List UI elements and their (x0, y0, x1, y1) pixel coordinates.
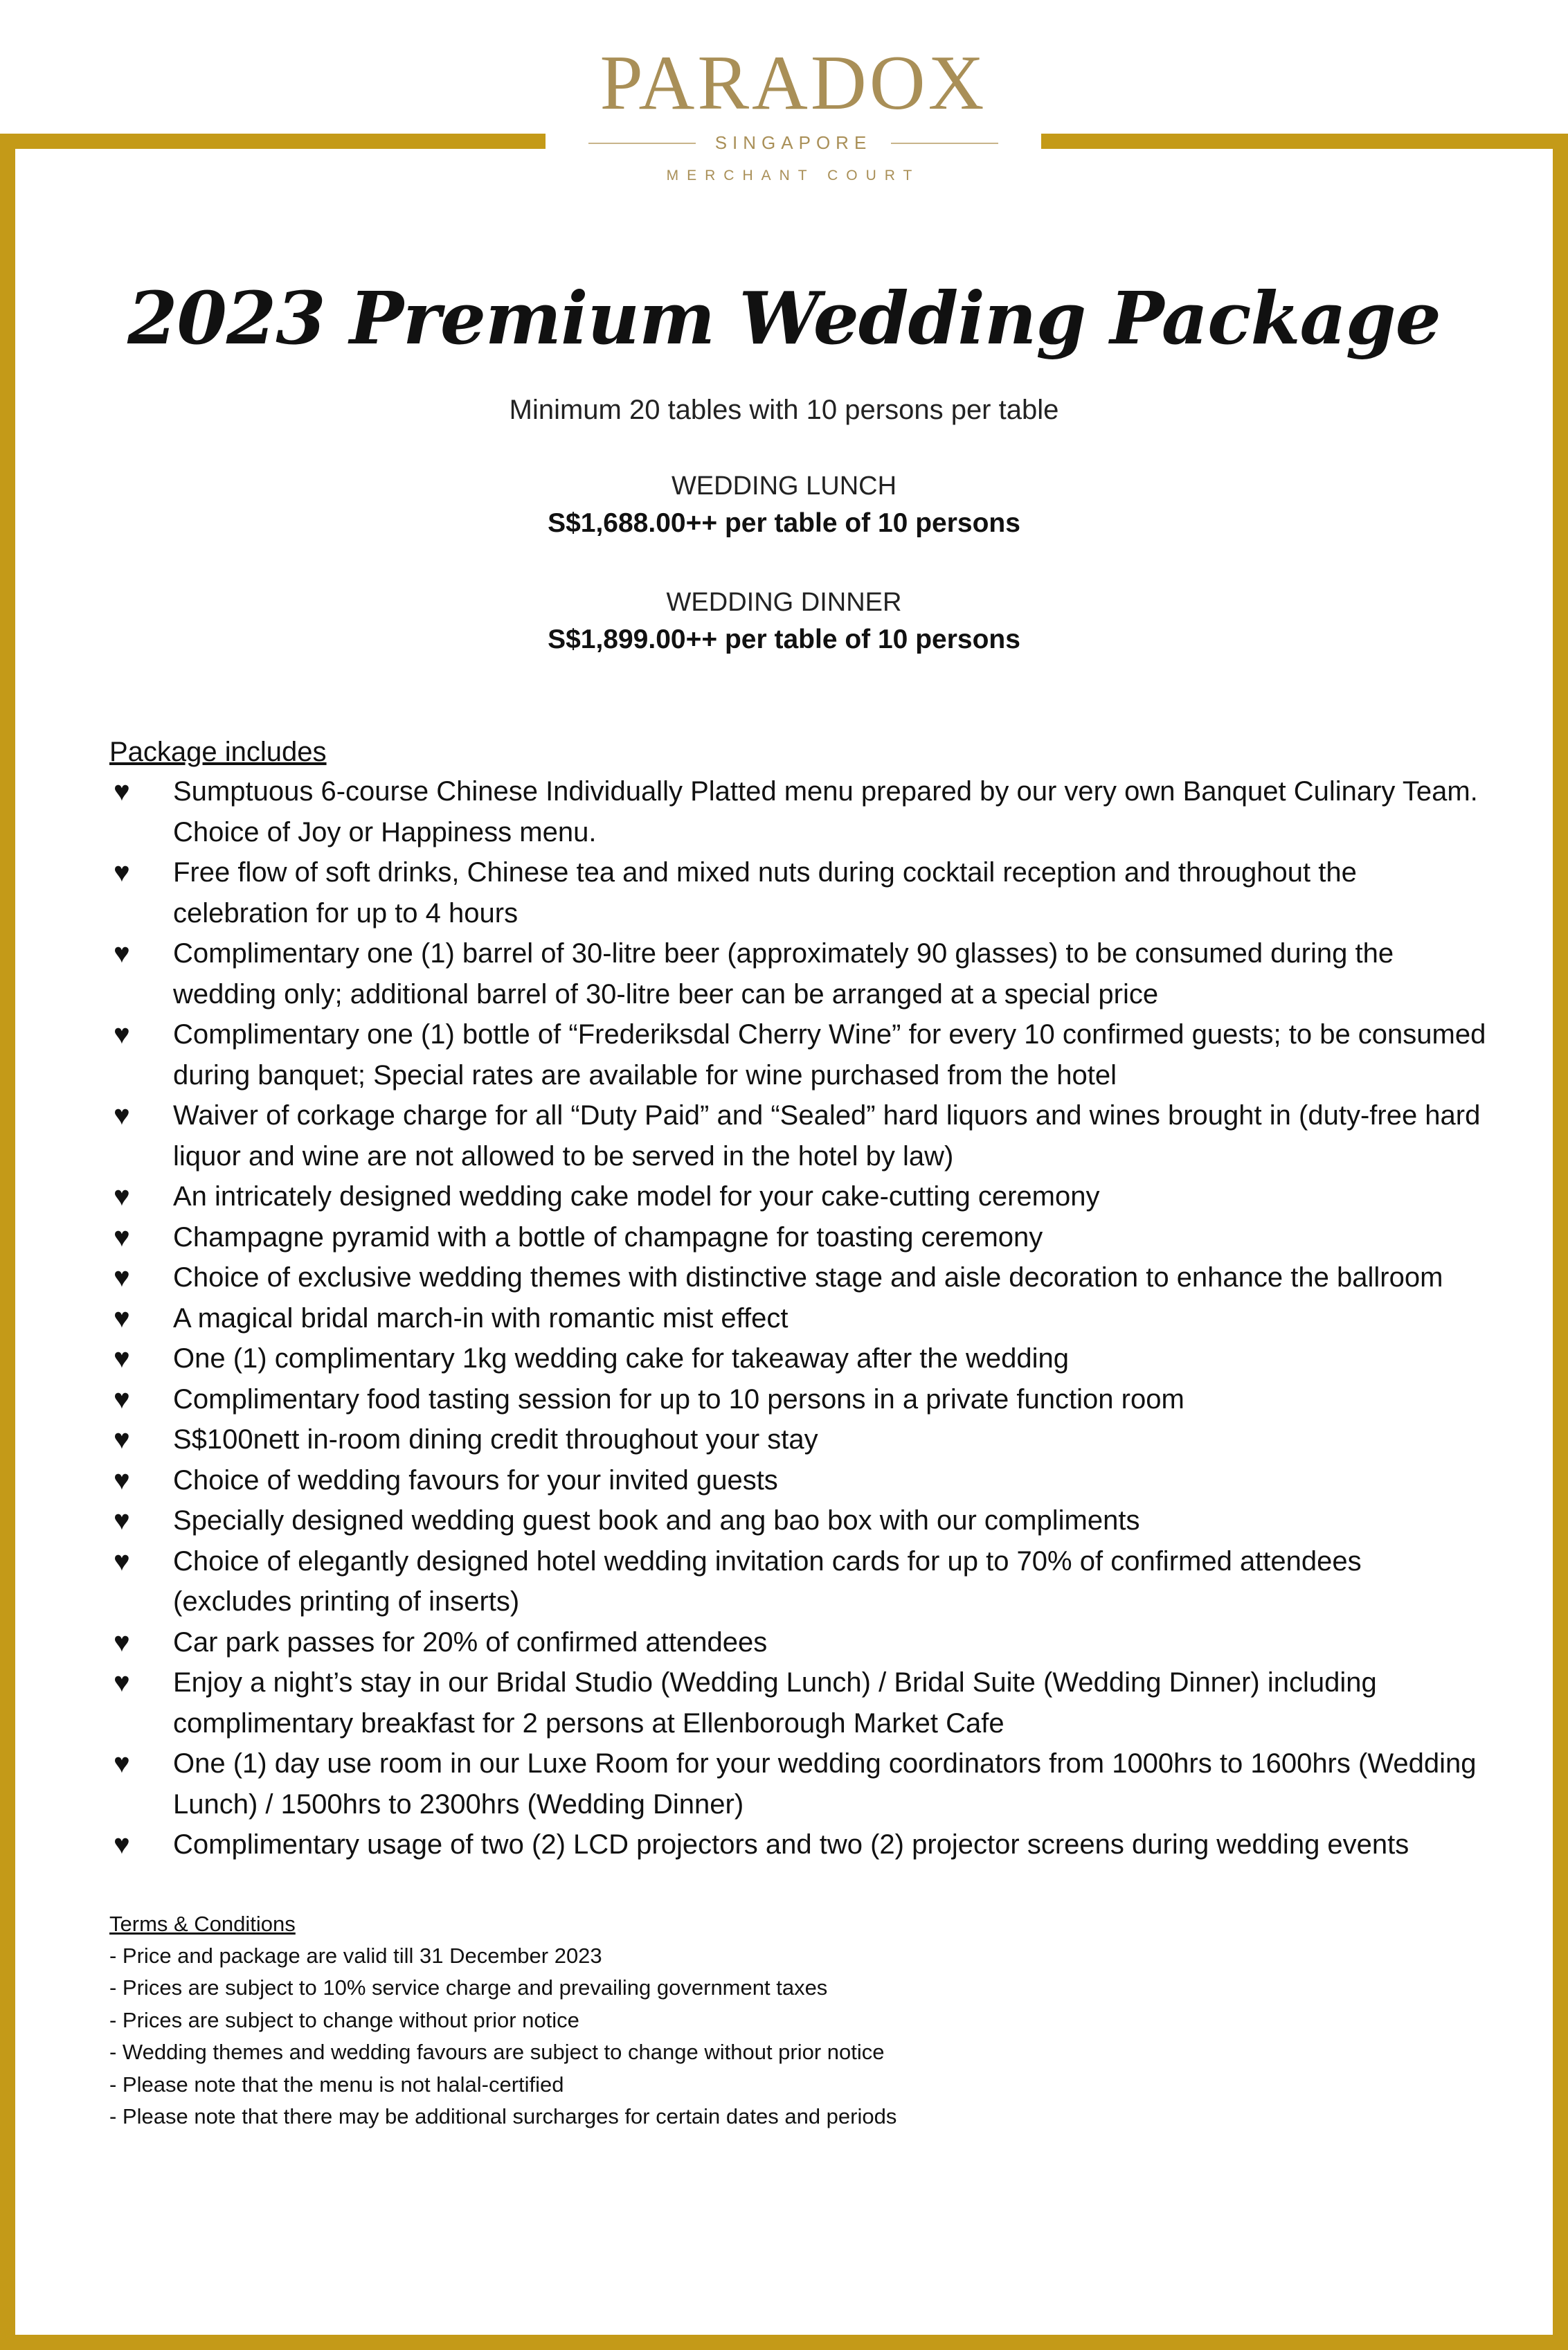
package-item (109, 1541, 1487, 1622)
package-item (109, 1095, 1487, 1176)
terms-item: - Wedding themes and wedding favours are subject to change without prior notice (109, 2040, 885, 2065)
terms-item: - Price and package are valid till 31 December 2023 (109, 1944, 602, 1968)
package-item-text: Complimentary one (1) barrel of 30-litre beer (approximately 90 glasses) to be consumed during the wedding only; additional barrel of 30-litre beer can be arranged at a special price (173, 938, 1394, 1010)
heart-bullet-icon: ♥ (114, 1019, 130, 1050)
heart-bullet-icon: ♥ (114, 1829, 130, 1860)
page-subtitle: Minimum 20 tables with 10 persons per table (509, 395, 1059, 425)
dinner-price: S$1,899.00++ per table of 10 persons (548, 625, 1020, 654)
dinner-label: WEDDING DINNER (666, 588, 902, 617)
heart-bullet-icon: ♥ (114, 1505, 130, 1536)
heart-bullet-icon: ♥ (114, 1464, 130, 1496)
heart-bullet-icon: ♥ (114, 1667, 130, 1698)
lunch-price-block (0, 468, 1568, 543)
logo-rule-left (588, 143, 696, 144)
package-item (109, 1460, 1487, 1501)
logo-property: MERCHANT COURT (666, 168, 921, 183)
terms-heading: Terms & Conditions (109, 1912, 296, 1936)
package-item-text: Free flow of soft drinks, Chinese tea and mixed nuts during cocktail reception and throughout the celebration for up to 4 hours (173, 857, 1357, 929)
logo-rule-right (891, 143, 998, 144)
terms-item: - Prices are subject to change without prior notice (109, 2007, 579, 2032)
package-item (109, 1257, 1487, 1298)
heart-bullet-icon: ♥ (114, 1424, 130, 1455)
package-item-text: Sumptuous 6-course Chinese Individually Platted menu prepared by our very own Banquet Culinary Team. Choice of Joy or Happiness menu. (173, 776, 1478, 847)
package-item (109, 1622, 1487, 1663)
package-item (109, 1500, 1487, 1541)
heart-bullet-icon: ♥ (114, 1626, 130, 1658)
package-item-text: Choice of wedding favours for your invited guests (173, 1464, 778, 1496)
page-title: 2023 Premium Wedding Package (127, 276, 1441, 361)
package-item (109, 1662, 1487, 1743)
package-item-text: Complimentary one (1) bottle of “Frederiksdal Cherry Wine” for every 10 confirmed guests; to be consumed during banquet; Special rates are available for wine purchased from the hotel (173, 1019, 1486, 1091)
package-item (109, 1743, 1487, 1824)
package-item-text: Car park passes for 20% of confirmed attendees (173, 1626, 768, 1658)
heart-bullet-icon: ♥ (114, 938, 130, 969)
terms-item: - Please note that there may be additional surcharges for certain dates and periods (109, 2104, 897, 2129)
package-item-text: Complimentary usage of two (2) LCD projectors and two (2) projector screens during wedding events (173, 1829, 1409, 1860)
heart-bullet-icon: ♥ (114, 1221, 130, 1253)
package-item (109, 1824, 1487, 1865)
logo-city: SINGAPORE (714, 132, 872, 153)
package-item-text: Complimentary food tasting session for up to 10 persons in a private function room (173, 1383, 1184, 1415)
heart-bullet-icon: ♥ (114, 1262, 130, 1293)
package-item-text: A magical bridal march-in with romantic mist effect (173, 1302, 788, 1334)
logo-name: PARADOX (600, 40, 987, 126)
heart-bullet-icon: ♥ (114, 1545, 130, 1577)
package-item-text: Choice of elegantly designed hotel wedding invitation cards for up to 70% of confirmed attendees (excludes printing of inserts) (173, 1545, 1362, 1617)
terms-item: - Prices are subject to 10% service charge and prevailing government taxes (109, 1975, 828, 2000)
package-list (109, 771, 1487, 1865)
package-item-text: Champagne pyramid with a bottle of champagne for toasting ceremony (173, 1221, 1043, 1253)
logo-city-row (546, 132, 1041, 154)
package-item (109, 1176, 1487, 1217)
package-item (109, 1014, 1487, 1095)
heart-bullet-icon: ♥ (114, 857, 130, 888)
heart-bullet-icon: ♥ (114, 776, 130, 807)
package-item (109, 771, 1487, 852)
package-item (109, 1298, 1487, 1339)
heart-bullet-icon: ♥ (114, 1343, 130, 1374)
hotel-logo (546, 38, 1041, 184)
dinner-price-block (0, 584, 1568, 659)
terms-item: - Please note that the menu is not halal-certified (109, 2072, 564, 2097)
heart-bullet-icon: ♥ (114, 1100, 130, 1131)
package-item (109, 933, 1487, 1014)
heart-bullet-icon: ♥ (114, 1181, 130, 1212)
package-item (109, 1379, 1487, 1420)
package-item (109, 852, 1487, 933)
package-heading: Package includes (109, 737, 327, 767)
package-item-text: S$100nett in-room dining credit throughout your stay (173, 1424, 818, 1455)
package-item (109, 1419, 1487, 1460)
package-item-text: Specially designed wedding guest book and ang bao box with our compliments (173, 1505, 1140, 1536)
package-item-text: An intricately designed wedding cake model for your cake-cutting ceremony (173, 1181, 1100, 1212)
package-item (109, 1217, 1487, 1258)
package-item-text: Enjoy a night’s stay in our Bridal Studio (Wedding Lunch) / Bridal Suite (Wedding Dinner) including complimentary breakfast for 2 persons at Ellenborough Market Cafe (173, 1667, 1377, 1739)
package-item-text: Choice of exclusive wedding themes with distinctive stage and aisle decoration to enhance the ballroom (173, 1262, 1443, 1293)
heart-bullet-icon: ♥ (114, 1748, 130, 1779)
lunch-label: WEDDING LUNCH (671, 472, 897, 501)
heart-bullet-icon: ♥ (114, 1383, 130, 1415)
terms-list (109, 1940, 1425, 2133)
package-item-text: One (1) complimentary 1kg wedding cake for takeaway after the wedding (173, 1343, 1070, 1374)
lunch-price: S$1,688.00++ per table of 10 persons (548, 508, 1020, 538)
heart-bullet-icon: ♥ (114, 1302, 130, 1334)
package-item-text: Waiver of corkage charge for all “Duty Paid” and “Sealed” hard liquors and wines brought in (duty-free hard liquor and wine are not allowed to be served in the hotel by law) (173, 1100, 1481, 1172)
package-item-text: One (1) day use room in our Luxe Room for your wedding coordinators from 1000hrs to 1600hrs (Wedding Lunch) / 1500hrs to 2300hrs (Wedding Dinner) (173, 1748, 1477, 1820)
package-item (109, 1338, 1487, 1379)
